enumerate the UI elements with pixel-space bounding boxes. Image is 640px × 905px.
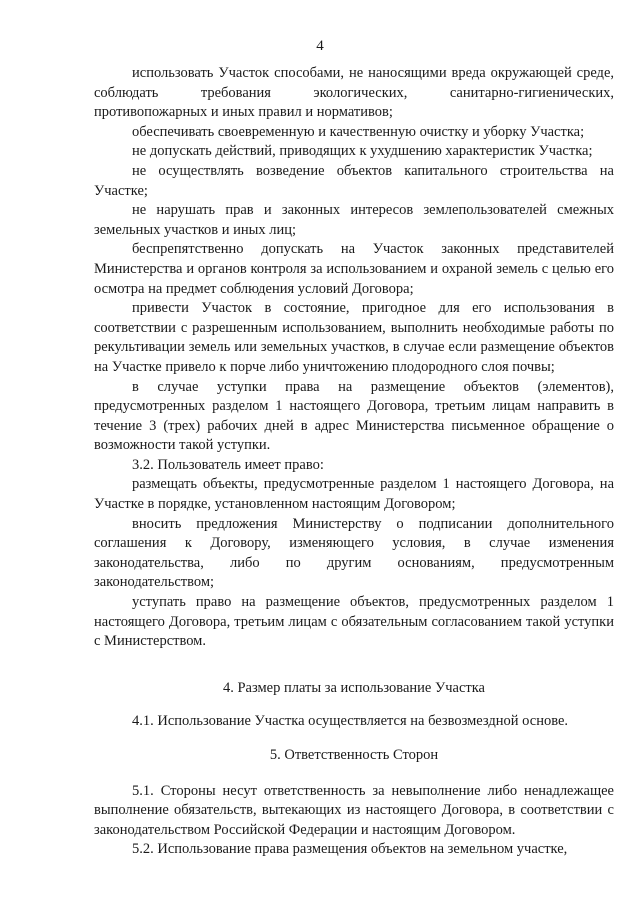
paragraph: привести Участок в состояние, пригодное для его использования в соответствии с разрешенным использованием, выполнить необходимые работы по рекультивации земель или земельных участков, в случае если размещение объектов на Участке привело к порче либо уничтожению плодородного слоя почвы; xyxy=(94,300,614,375)
section-5-paragraph-1: 5.1. Стороны несут ответственность за невыполнение либо ненадлежащее выполнение обязательств, вытекающих из настоящего Договора, в соответствии с законодательством Российской Федерации и настоящим Договором. xyxy=(94,782,614,838)
document-body xyxy=(94,64,614,860)
paragraph: вносить предложения Министерству о подписании дополнительного соглашения к Договору, изменяющего условия, в случае изменения законодательства, либо по другим основаниям, предусмотренным законодательством; xyxy=(94,515,614,591)
paragraph: не нарушать прав и законных интересов землепользователей смежных земельных участков и иных лиц; xyxy=(94,202,614,238)
paragraph: использовать Участок способами, не наносящими вреда окружающей среде, соблюдать требования экологических, санитарно-гигиенических, противопожарных и иных правил и нормативов; xyxy=(94,65,614,121)
section-5-paragraph-2: 5.2. Использование права размещения объектов на земельном участке, xyxy=(132,841,568,858)
paragraph: в случае уступки права на размещение объектов (элементов), предусмотренных разделом 1 настоящего Договора, третьим лицам направить в течение 3 (трех) рабочих дней в адрес Министерства письменное обращение о возможности такой уступки. xyxy=(94,378,614,454)
paragraph: уступать право на размещение объектов, предусмотренных разделом 1 настоящего Договора, третьим лицам с обязательным согласованием такой уступки с Министерством. xyxy=(94,594,614,650)
paragraph: не осуществлять возведение объектов капитального строительства на Участке; xyxy=(94,162,614,199)
section-5-heading: 5. Ответственность Сторон xyxy=(269,747,439,763)
paragraph: размещать объекты, предусмотренные разделом 1 настоящего Договора, на Участке в порядке, установленном настоящим Договором; xyxy=(94,476,614,513)
paragraph: 3.2. Пользователь имеет право: xyxy=(132,456,324,473)
section-4-paragraph-1: 4.1. Использование Участка осуществляется на безвозмездной основе. xyxy=(132,713,569,730)
paragraph: не допускать действий, приводящих к ухудшению характеристик Участка; xyxy=(132,143,593,160)
page-number: 4 xyxy=(316,38,324,54)
paragraph: беспрепятственно допускать на Участок законных представителей Министерства и органов контроля за использованием и охраной земель с целью его осмотра на предмет соблюдения условий Договора; xyxy=(94,241,614,297)
section-4-heading: 4. Размер платы за использование Участка xyxy=(222,679,485,696)
paragraph: обеспечивать своевременную и качественную очистку и уборку Участка; xyxy=(132,123,585,140)
